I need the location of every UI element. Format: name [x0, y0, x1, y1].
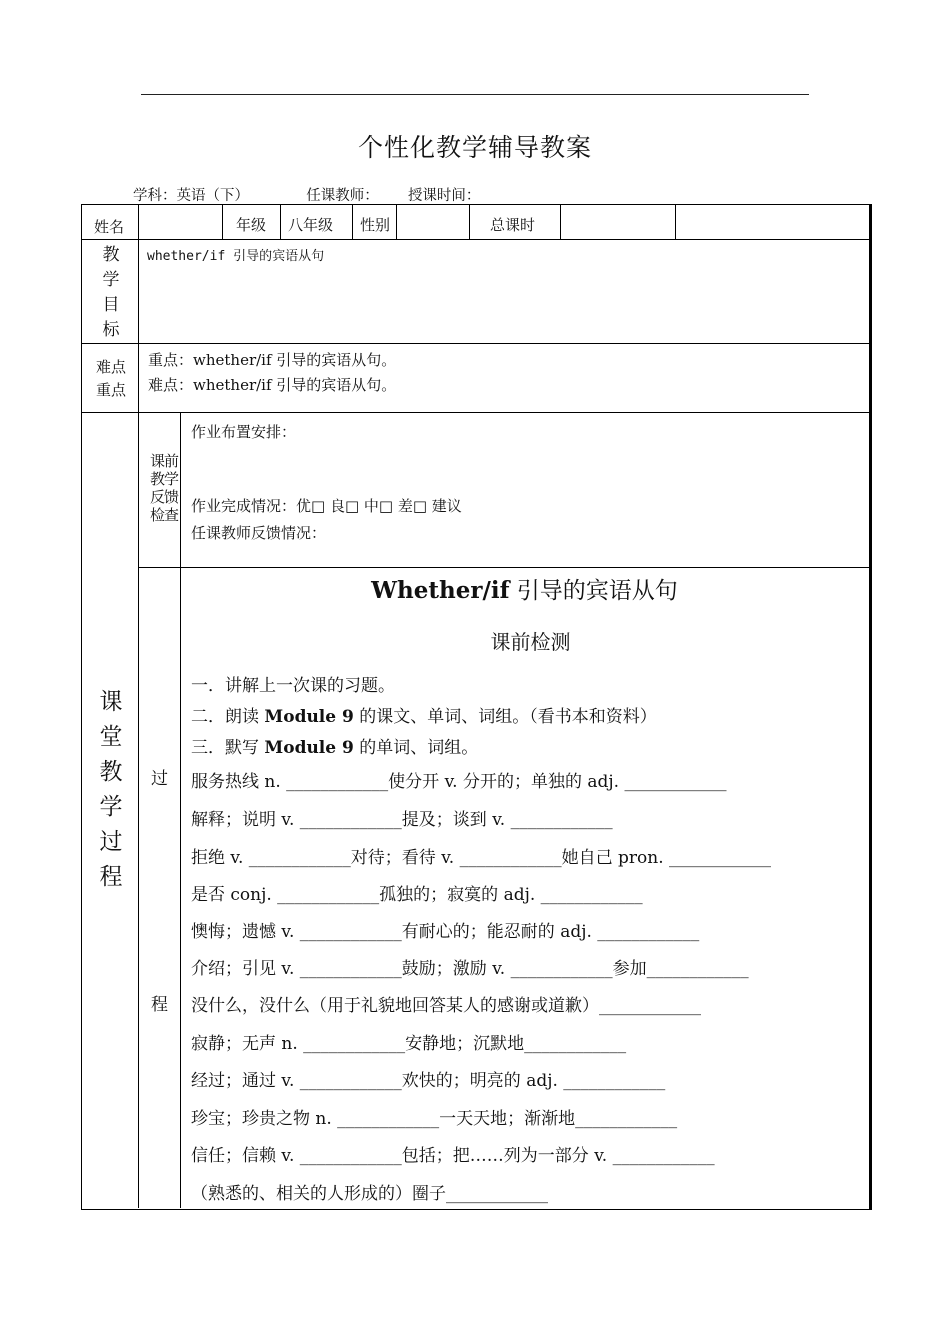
- module-ref: Module 9: [264, 707, 354, 727]
- list-item-text: 三．默写: [191, 738, 265, 758]
- list-item-text: 的课文、单词、词组。（看书本和资料）: [353, 707, 657, 727]
- vocab-line: 经过；通过 v. ____________欢快的；明亮的 adj. ____________: [191, 1071, 666, 1091]
- goal-label: [98, 243, 124, 343]
- header-rule: [141, 94, 809, 95]
- vocab-line: 懊悔；遗憾 v. ____________有耐心的；能忍耐的 adj. ____________: [191, 922, 700, 942]
- classroom-label-char: 学: [99, 794, 123, 820]
- feedback-label-char: 检查: [149, 506, 178, 524]
- row-divider: [81, 412, 869, 413]
- feedback-label-char: 反馈: [149, 488, 178, 506]
- classroom-label-char: 教: [99, 759, 123, 785]
- vocab-line: 是否 conj. ____________孤独的；寂寞的 adj. ____________: [191, 885, 643, 905]
- meta-subject: 学科：英语（下）: [133, 188, 249, 204]
- lesson-title: [180, 572, 869, 605]
- col-divider: [280, 204, 281, 239]
- vocab-line: 解释；说明 v. ____________提及；谈到 v. ____________: [191, 810, 613, 830]
- difficult-point-text: 难点：whether/if 引导的宾语从句。: [148, 376, 397, 394]
- list-item-text: 二．朗读: [191, 707, 265, 727]
- feedback-label-char: 教学: [149, 470, 178, 488]
- col-divider: [138, 204, 139, 239]
- process-label-char: 过: [151, 769, 168, 789]
- col-divider: [138, 239, 139, 1208]
- vocab-line: 服务热线 n. ____________使分开 v. 分开的；单独的 adj. ____________: [191, 772, 727, 792]
- row-divider: [81, 239, 869, 240]
- classroom-label-char: 堂: [99, 724, 123, 750]
- homework-text: 作业布置安排：: [191, 423, 297, 441]
- name-label: 姓名: [94, 218, 125, 236]
- vocab-line: 信任；信赖 v. ____________包括；把……列为一部分 v. ____________: [191, 1146, 715, 1166]
- col-divider: [396, 204, 397, 239]
- classroom-label-char: 过: [99, 829, 123, 855]
- vocab-line: 寂静；无声 n. ____________安静地；沉默地____________: [191, 1034, 627, 1054]
- col-divider: [180, 412, 181, 1208]
- meta-teacher: 任课教师：: [306, 188, 379, 204]
- col-divider: [222, 204, 223, 239]
- row-divider: [81, 343, 869, 344]
- grade-value: 八年级: [288, 216, 334, 234]
- goal-label-char: 学: [102, 270, 120, 290]
- module-ref: Module 9: [264, 738, 354, 758]
- goal-label-char: 标: [102, 320, 120, 340]
- classroom-label-char: 课: [99, 689, 123, 715]
- col-divider: [469, 204, 470, 239]
- total-hours-label: 总课时: [490, 216, 536, 234]
- process-label-char: 程: [151, 995, 168, 1015]
- row-divider: [138, 567, 869, 568]
- gender-label: 性别: [360, 216, 391, 234]
- key-label-char: 重点: [95, 381, 126, 399]
- meta-line: [133, 184, 480, 205]
- col-divider: [560, 204, 561, 239]
- list-item-text: 的单词、词组。: [353, 738, 479, 758]
- list-item: [191, 702, 657, 727]
- list-item: [191, 733, 478, 758]
- key-point-text: 重点：whether/if 引导的宾语从句。: [148, 351, 397, 369]
- goal-content: whether/if 引导的宾语从句: [147, 249, 325, 264]
- col-divider: [675, 204, 676, 239]
- goal-label-char: 目: [102, 295, 120, 315]
- grade-label: 年级: [236, 216, 267, 234]
- classroom-label-char: 程: [99, 864, 123, 890]
- page-title: 个性化教学辅导教案: [357, 133, 592, 162]
- feedback-label: [146, 452, 182, 524]
- key-points-label: [88, 356, 134, 402]
- vocab-line: 介绍；引见 v. ____________鼓励；激励 v. ____________参加____________: [191, 959, 749, 979]
- col-divider: [352, 204, 353, 239]
- feedback-label-char: 课前: [149, 452, 178, 470]
- lesson-subtitle: 课前检测: [490, 630, 571, 654]
- vocab-line: （熟悉的、相关的人形成的）圈子____________: [191, 1184, 548, 1204]
- meta-time: 授课时间：: [407, 188, 481, 204]
- vocab-line: 拒绝 v. ____________对待；看待 v. ____________她自己 pron. ____________: [191, 848, 772, 868]
- classroom-process-label: [95, 685, 127, 895]
- teacher-feedback-text: 任课教师反馈情况：: [191, 524, 327, 542]
- list-item: 一．讲解上一次课的习题。: [191, 676, 395, 696]
- completion-text: 作业完成情况：优□ 良□ 中□ 差□ 建议: [191, 497, 462, 515]
- vocab-line: 珍宝；珍贵之物 n. ____________一天天地；渐渐地____________: [191, 1109, 678, 1129]
- goal-label-char: 教: [102, 245, 120, 265]
- lesson-title-rest: 引导的宾语从句: [509, 578, 678, 604]
- key-label-char: 难点: [95, 358, 126, 376]
- lesson-title-bold: Whether/if: [371, 577, 510, 604]
- vocab-line: 没什么，没什么（用于礼貌地回答某人的感谢或道歉）____________: [191, 996, 701, 1016]
